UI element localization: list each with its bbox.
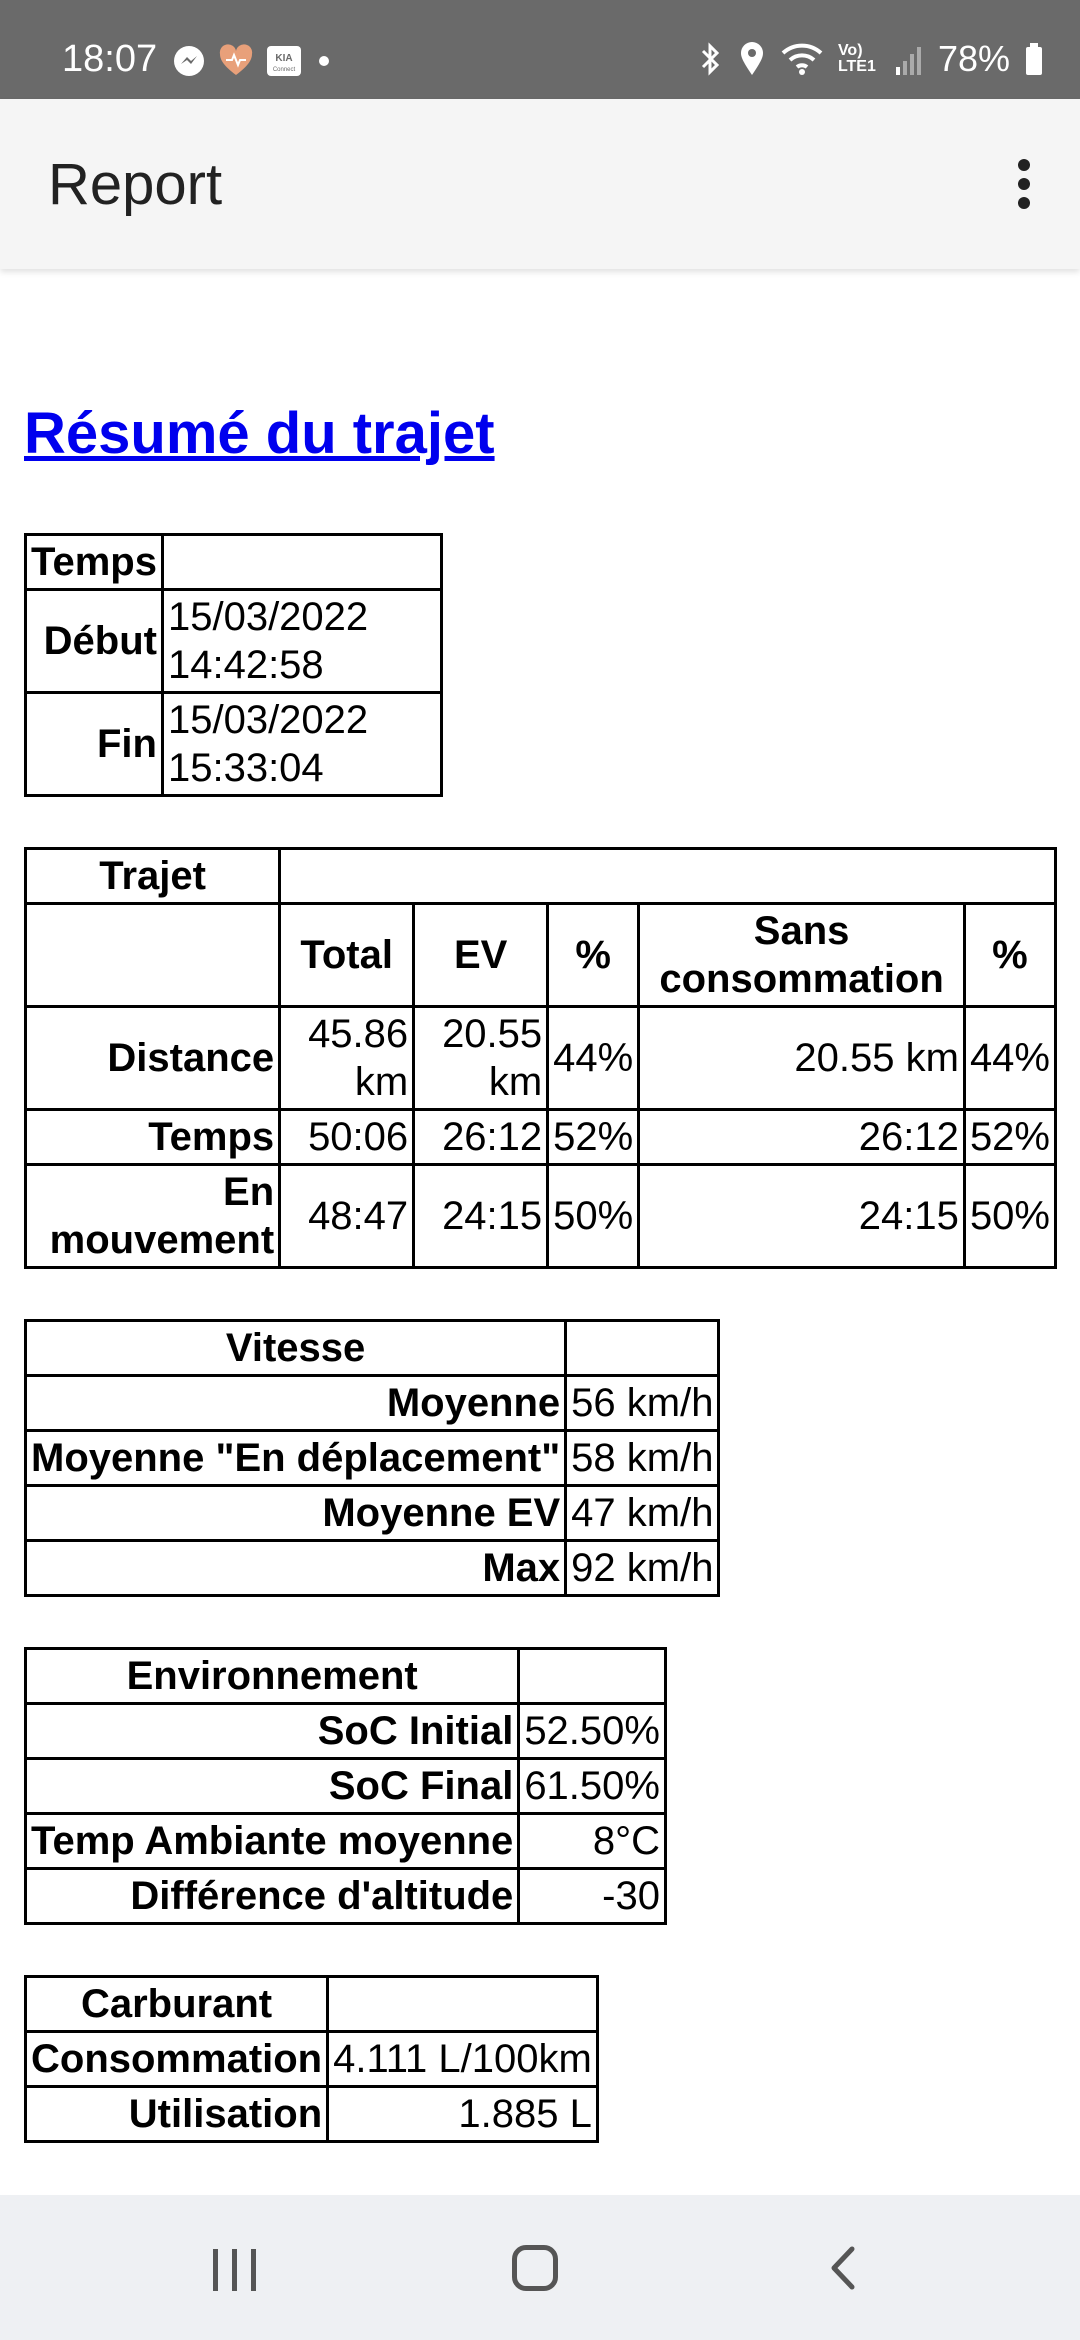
row-label: Consommation xyxy=(26,2032,328,2087)
table-row xyxy=(26,1376,719,1431)
bluetooth-icon xyxy=(698,41,724,77)
table-row xyxy=(26,590,442,693)
row-value: 92 km/h xyxy=(566,1541,719,1596)
row-value: 58 km/h xyxy=(566,1431,719,1486)
status-bar xyxy=(0,0,1080,99)
row-label: Distance xyxy=(26,1007,280,1110)
row-value: 8°C xyxy=(519,1814,666,1869)
trip-table-header: Trajet xyxy=(26,849,280,904)
health-heart-icon xyxy=(218,44,254,78)
row-label: Fin xyxy=(26,693,163,796)
row-label: Utilisation xyxy=(26,2087,328,2142)
system-icons xyxy=(698,38,1044,80)
location-icon xyxy=(738,41,766,77)
fuel-table xyxy=(24,1975,599,2143)
row-label: Moyenne EV xyxy=(26,1486,566,1541)
row-value: 47 km/h xyxy=(566,1486,719,1541)
table-cell: 52% xyxy=(964,1110,1055,1165)
row-value: 15/03/2022 14:42:58 xyxy=(162,590,441,693)
table-cell: 48:47 xyxy=(280,1165,414,1268)
table-cell: 50% xyxy=(964,1165,1055,1268)
empty-cell xyxy=(26,904,280,1007)
table-row xyxy=(26,2087,598,2142)
row-value: 56 km/h xyxy=(566,1376,719,1431)
table-row xyxy=(26,1007,1056,1110)
column-header: % xyxy=(964,904,1055,1007)
time-table xyxy=(24,533,443,797)
table-cell: 45.86 km xyxy=(280,1007,414,1110)
row-label: Max xyxy=(26,1541,566,1596)
row-value: 52.50% xyxy=(519,1704,666,1759)
empty-cell xyxy=(328,1977,598,2032)
row-value: -30 xyxy=(519,1869,666,1924)
column-header: EV xyxy=(414,904,548,1007)
empty-cell xyxy=(280,849,1056,904)
dot-icon xyxy=(314,44,334,78)
table-row xyxy=(26,1110,1056,1165)
table-cell: 52% xyxy=(548,1110,639,1165)
navigation-bar xyxy=(0,2195,1080,2340)
empty-cell xyxy=(162,535,441,590)
row-label: Temps xyxy=(26,1110,280,1165)
column-header: Total xyxy=(280,904,414,1007)
signal-icon xyxy=(894,41,924,77)
empty-cell xyxy=(566,1321,719,1376)
table-row xyxy=(26,1704,666,1759)
table-cell: 50:06 xyxy=(280,1110,414,1165)
wifi-icon xyxy=(780,41,824,77)
svg-text:KIA: KIA xyxy=(275,53,293,64)
speed-table-header: Vitesse xyxy=(26,1321,566,1376)
table-cell: 24:15 xyxy=(639,1165,965,1268)
fuel-table-header: Carburant xyxy=(26,1977,328,2032)
table-row xyxy=(26,1431,719,1486)
table-row xyxy=(26,1869,666,1924)
empty-cell xyxy=(519,1649,666,1704)
svg-text:Connect: Connect xyxy=(272,67,296,73)
table-row xyxy=(26,2032,598,2087)
recents-icon[interactable] xyxy=(213,2249,256,2291)
table-cell: 44% xyxy=(548,1007,639,1110)
table-cell: 24:15 xyxy=(414,1165,548,1268)
row-value: 15/03/2022 15:33:04 xyxy=(162,693,441,796)
column-header: % xyxy=(548,904,639,1007)
volte-icon: Vo) LTE1 xyxy=(837,42,876,75)
page-title: Report xyxy=(48,152,223,217)
report-content xyxy=(24,400,1064,2193)
row-label: En mouvement xyxy=(26,1165,280,1268)
trip-table xyxy=(24,847,1057,1269)
table-cell: 20.55 km xyxy=(414,1007,548,1110)
table-row xyxy=(26,1759,666,1814)
table-cell: 44% xyxy=(964,1007,1055,1110)
row-label: Temp Ambiante moyenne xyxy=(26,1814,519,1869)
battery-percent: 78% xyxy=(937,38,1010,79)
table-row xyxy=(26,1165,1056,1268)
row-value: 1.885 L xyxy=(328,2087,598,2142)
back-icon[interactable] xyxy=(822,2245,868,2291)
column-header: Sans consommation xyxy=(639,904,965,1007)
table-row xyxy=(26,1814,666,1869)
row-label: Moyenne "En déplacement" xyxy=(26,1431,566,1486)
table-cell: 26:12 xyxy=(414,1110,548,1165)
kia-connect-icon xyxy=(266,45,302,77)
row-label: Moyenne xyxy=(26,1376,566,1431)
row-label: Différence d'altitude xyxy=(26,1869,519,1924)
status-time: 18:07 xyxy=(62,38,158,80)
notification-icons xyxy=(172,44,334,78)
row-label: SoC Final xyxy=(26,1759,519,1814)
environment-table-header: Environnement xyxy=(26,1649,519,1704)
app-bar xyxy=(0,99,1080,269)
table-row xyxy=(26,1541,719,1596)
time-table-header: Temps xyxy=(26,535,163,590)
messenger-icon xyxy=(172,44,206,78)
speed-table xyxy=(24,1319,720,1597)
environment-table xyxy=(24,1647,667,1925)
table-cell: 20.55 km xyxy=(639,1007,965,1110)
table-cell: 50% xyxy=(548,1165,639,1268)
overflow-menu-icon[interactable] xyxy=(996,149,1052,219)
table-cell: 26:12 xyxy=(639,1110,965,1165)
row-value: 4.111 L/100km xyxy=(328,2032,598,2087)
table-row xyxy=(26,1486,719,1541)
row-value: 61.50% xyxy=(519,1759,666,1814)
table-row xyxy=(26,693,442,796)
home-icon[interactable] xyxy=(512,2245,558,2291)
trip-summary-link[interactable]: Résumé du trajet xyxy=(24,401,495,466)
row-label: Début xyxy=(26,590,163,693)
battery-icon xyxy=(1024,41,1044,77)
row-label: SoC Initial xyxy=(26,1704,519,1759)
